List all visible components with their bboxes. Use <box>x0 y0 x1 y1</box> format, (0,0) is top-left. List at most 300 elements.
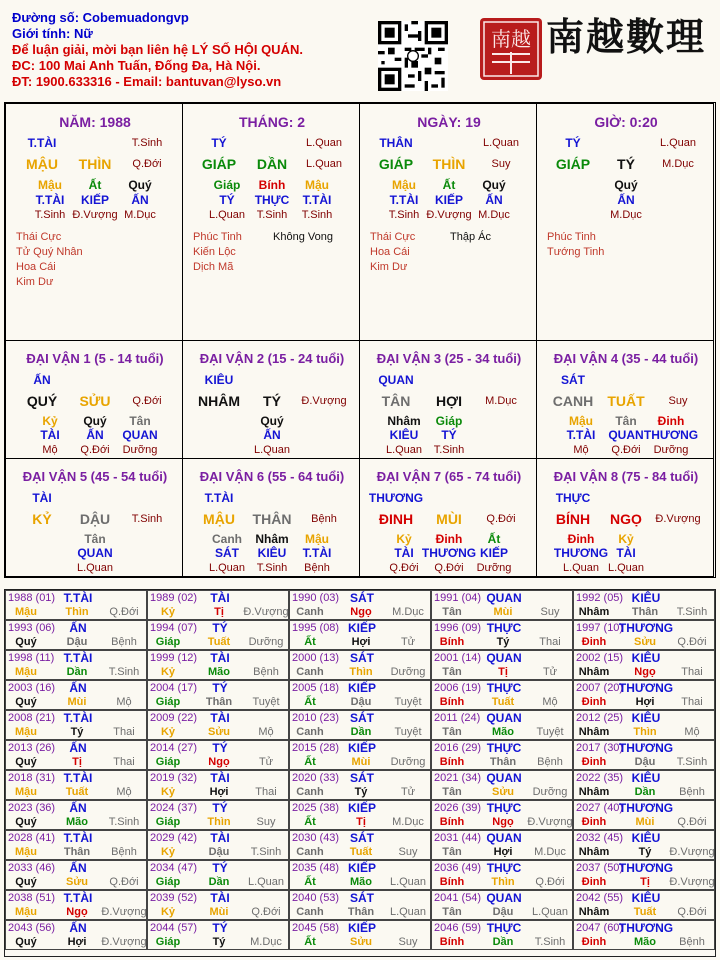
year-cell[interactable] <box>289 680 431 710</box>
year-label: 2033 (46) <box>8 862 56 874</box>
dv-hidden-god: THƯƠNG <box>553 546 609 560</box>
year-god: THƯƠNG <box>618 801 674 815</box>
year-cell[interactable] <box>147 860 289 890</box>
dv-hidden-state: L.Quan <box>208 562 246 574</box>
year-chi: Hợi <box>67 936 87 948</box>
qr-code-icon[interactable] <box>378 21 448 91</box>
year-cell[interactable] <box>147 710 289 740</box>
dai-van-can: CANH <box>552 393 594 409</box>
dai-van-chi-state: Suy <box>668 395 688 407</box>
brand-title: 南越數理 <box>546 14 707 59</box>
dv-hidden-state: Dưỡng <box>476 562 512 574</box>
year-god: ẤN <box>69 741 87 755</box>
year-label: 2034 (47) <box>150 862 198 874</box>
year-cell[interactable] <box>5 620 147 650</box>
year-chi: Mùi <box>635 816 655 828</box>
year-can: Quý <box>15 936 37 948</box>
year-can: Bính <box>439 756 465 768</box>
year-cell[interactable] <box>289 890 431 920</box>
dai-van-8 <box>536 458 714 577</box>
dv-hidden-god: TÀI <box>40 428 60 442</box>
hidden-can: Giáp <box>213 178 241 192</box>
dv-hidden-god: ẤN <box>263 428 281 442</box>
year-can: Kỷ <box>160 906 176 918</box>
year-god: THỰC <box>486 741 522 755</box>
year-god: TÝ <box>212 801 228 815</box>
year-cell[interactable] <box>289 860 431 890</box>
hidden-can: Quý <box>482 178 506 192</box>
year-chi: Tị <box>498 666 508 678</box>
year-state: Mộ <box>116 696 132 708</box>
year-state: Suy <box>540 606 560 618</box>
year-can: Tân <box>442 606 462 618</box>
year-can: Ất <box>304 696 316 708</box>
year-cell[interactable] <box>147 800 289 830</box>
year-god: KIẾP <box>347 741 377 755</box>
year-state: Q.Đới <box>535 876 565 888</box>
year-cell[interactable] <box>431 920 573 950</box>
year-cell[interactable] <box>431 680 573 710</box>
year-can: Tân <box>442 666 462 678</box>
hidden-god: T.TÀI <box>35 193 65 207</box>
dai-van-god: QUAN <box>378 373 414 387</box>
dai-van-chi-state: T.Sinh <box>131 513 163 525</box>
year-cell[interactable] <box>573 920 715 950</box>
year-cell[interactable] <box>431 800 573 830</box>
year-cell[interactable] <box>431 650 573 680</box>
year-chi: Mão <box>634 936 656 948</box>
year-can: Quý <box>15 876 37 888</box>
year-chi: Thìn <box>491 876 515 888</box>
dv-hidden-can: Tân <box>84 532 106 546</box>
dai-van-can: NHÂM <box>198 393 240 409</box>
star-item: Thái Cực <box>16 231 62 243</box>
contact-line: Để luận giải, mời bạn liên hệ LÝ SỐ HỘI QUÁN. <box>12 42 303 57</box>
pillar-can: GIÁP <box>201 156 237 172</box>
dv-hidden-state: L.Quan <box>385 444 423 456</box>
dai-van-title: ĐẠI VẬN 3 (25 - 34 tuổi) <box>376 351 522 366</box>
year-cell[interactable] <box>147 590 289 620</box>
year-god: SÁT <box>350 591 374 605</box>
year-state: T.Sinh <box>676 756 708 768</box>
year-cell[interactable] <box>147 620 289 650</box>
year-cell[interactable] <box>573 860 715 890</box>
year-label: 2026 (39) <box>434 802 482 814</box>
year-cell[interactable] <box>289 830 431 860</box>
year-can: Kỷ <box>160 786 176 798</box>
year-cell[interactable] <box>431 710 573 740</box>
year-state: Bệnh <box>679 936 705 948</box>
year-state: Đ.Vượng <box>243 606 289 618</box>
year-cell[interactable] <box>431 770 573 800</box>
year-chi: Sửu <box>349 936 373 948</box>
pillar-state: L.Quan <box>482 137 520 149</box>
year-label: 2005 (18) <box>292 682 340 694</box>
year-can: Đinh <box>581 876 607 888</box>
dv-hidden-state: Q.Đới <box>611 444 641 456</box>
hidden-can: Mậu <box>392 178 416 192</box>
pillar-title: GIỜ: 0:20 <box>594 114 658 130</box>
dai-van-chi: MÙI <box>436 511 462 527</box>
dai-van-chi-state: Q.Đới <box>486 513 516 525</box>
dv-hidden-god: THƯƠNG <box>421 546 477 560</box>
year-can: Mậu <box>15 606 37 618</box>
year-cell[interactable] <box>573 830 715 860</box>
year-god: TÝ <box>212 741 228 755</box>
stars-right <box>450 230 491 245</box>
year-state: Tuyệt <box>536 726 564 738</box>
year-state: Tử <box>400 636 416 648</box>
year-chi: Tuất <box>349 846 373 858</box>
dai-van-title: ĐẠI VẬN 4 (35 - 44 tuổi) <box>553 351 699 366</box>
year-can: Mậu <box>15 666 37 678</box>
pillar-chi: THÌN <box>432 156 466 172</box>
star-item: Thái Cực <box>370 231 416 243</box>
year-cell[interactable] <box>289 770 431 800</box>
dv-hidden-state: L.Quan <box>253 444 291 456</box>
year-cell[interactable] <box>573 620 715 650</box>
year-label: 1990 (03) <box>292 592 340 604</box>
pillar-2 <box>182 103 360 341</box>
year-cell[interactable] <box>5 710 147 740</box>
year-god: QUAN <box>486 771 522 785</box>
year-cell[interactable] <box>5 740 147 770</box>
year-cell[interactable] <box>147 920 289 950</box>
year-cell[interactable] <box>147 650 289 680</box>
dai-van-title: ĐẠI VẬN 5 (45 - 54 tuổi) <box>22 469 168 484</box>
hidden-state: L.Quan <box>208 209 246 221</box>
dv-hidden-can: Ất <box>487 532 501 546</box>
year-god: KIẾP <box>347 681 377 695</box>
year-cell[interactable] <box>5 800 147 830</box>
year-label: 2007 (20) <box>576 682 624 694</box>
dv-hidden-can: Đinh <box>657 414 685 428</box>
star-item: Kim Dư <box>370 261 408 273</box>
year-god: T.TÀI <box>63 771 93 785</box>
year-state: M.Dục <box>250 936 282 948</box>
year-label: 1993 (06) <box>8 622 56 634</box>
dv-hidden-state: Dưỡng <box>653 444 689 456</box>
dai-van-title: ĐẠI VẬN 6 (55 - 64 tuổi) <box>199 469 345 484</box>
pillar-chi-state: Q.Đới <box>132 158 162 170</box>
year-can: Ất <box>304 756 316 768</box>
pillar-chi-state: Suy <box>491 158 511 170</box>
year-chi: Sửu <box>633 636 657 648</box>
year-chi: Mão <box>208 666 230 678</box>
dai-van-title: ĐẠI VẬN 8 (75 - 84 tuổi) <box>553 469 699 484</box>
year-can: Đinh <box>581 636 607 648</box>
year-chi: Hợi <box>635 696 655 708</box>
year-cell[interactable] <box>5 920 147 950</box>
year-label: 2019 (32) <box>150 772 198 784</box>
dai-van-can: BÍNH <box>555 511 591 527</box>
year-label: 1988 (01) <box>8 592 56 604</box>
year-cell[interactable] <box>431 590 573 620</box>
year-label: 2000 (13) <box>292 652 340 664</box>
dai-van-can: TÂN <box>381 393 411 409</box>
dv-hidden-god: SÁT <box>215 546 239 560</box>
year-can: Ất <box>304 876 316 888</box>
year-god: KIẾP <box>347 621 377 635</box>
dv-hidden-can: Kỷ <box>42 414 58 428</box>
dai-van-god: T.TÀI <box>204 491 234 505</box>
year-label: 2027 (40) <box>576 802 624 814</box>
pillar-god: TÝ <box>211 136 227 150</box>
year-cell[interactable] <box>147 770 289 800</box>
year-can: Giáp <box>155 816 181 828</box>
year-god: T.TÀI <box>63 831 93 845</box>
year-cell[interactable] <box>573 710 715 740</box>
dv-hidden-state: Mộ <box>573 444 589 456</box>
year-god: THỰC <box>486 861 522 875</box>
year-cell[interactable] <box>5 890 147 920</box>
year-chi: Dần <box>208 876 230 888</box>
year-can: Kỷ <box>160 606 176 618</box>
year-cell[interactable] <box>147 680 289 710</box>
year-cell[interactable] <box>5 830 147 860</box>
pillar-can: GIÁP <box>555 156 591 172</box>
dai-van-chi: NGỌ <box>610 511 642 527</box>
hidden-can: Quý <box>614 178 638 192</box>
year-cell[interactable] <box>289 590 431 620</box>
hidden-god: ẤN <box>617 193 635 207</box>
dv-hidden-can: Quý <box>260 414 284 428</box>
year-label: 2041 (54) <box>434 892 482 904</box>
year-can: Quý <box>15 756 37 768</box>
year-can: Kỷ <box>160 666 176 678</box>
year-cell[interactable] <box>289 620 431 650</box>
year-cell[interactable] <box>573 800 715 830</box>
year-label: 2010 (23) <box>292 712 340 724</box>
year-god: TÀI <box>210 591 230 605</box>
year-can: Tân <box>442 786 462 798</box>
year-can: Ất <box>304 636 316 648</box>
dv-hidden-state: Q.Đới <box>389 562 419 574</box>
year-can: Ất <box>304 936 316 948</box>
year-can: Nhâm <box>578 846 610 858</box>
year-chi: Dậu <box>634 756 656 768</box>
dai-van-god: THỰC <box>555 491 591 505</box>
year-god: SÁT <box>350 831 374 845</box>
year-cell[interactable] <box>5 680 147 710</box>
year-state: T.Sinh <box>250 846 282 858</box>
hidden-can: Ất <box>88 178 102 192</box>
year-chi: Dần <box>634 786 656 798</box>
dai-van-chi-state: Đ.Vượng <box>301 395 347 407</box>
year-cell[interactable] <box>289 800 431 830</box>
gioi-tinh: Giới tính: Nữ <box>12 26 93 41</box>
hidden-god: KIẾP <box>80 193 110 207</box>
year-cell[interactable] <box>5 590 147 620</box>
year-state: Suy <box>256 816 276 828</box>
year-label: 2046 (59) <box>434 922 482 934</box>
year-can: Đinh <box>581 936 607 948</box>
year-label: 2024 (37) <box>150 802 198 814</box>
dai-van-can: MẬU <box>203 511 235 527</box>
year-god: THỰC <box>486 921 522 935</box>
year-god: QUAN <box>486 891 522 905</box>
year-state: T.Sinh <box>108 666 140 678</box>
year-label: 2006 (19) <box>434 682 482 694</box>
dai-van-1 <box>5 340 183 459</box>
pillar-god: THÂN <box>379 136 413 150</box>
pillar-can: GIÁP <box>378 156 414 172</box>
dai-van-god: THƯƠNG <box>368 491 424 505</box>
year-label: 1994 (07) <box>150 622 198 634</box>
year-state: Đ.Vượng <box>101 906 147 918</box>
year-state: Dưỡng <box>532 786 568 798</box>
year-cell[interactable] <box>147 890 289 920</box>
star-item: Hoa Cái <box>16 261 56 273</box>
year-god: THƯƠNG <box>618 681 674 695</box>
year-chi: Tý <box>354 786 368 798</box>
year-state: M.Dục <box>534 846 566 858</box>
year-cell[interactable] <box>289 740 431 770</box>
year-state: Bệnh <box>111 636 137 648</box>
year-can: Giáp <box>155 636 181 648</box>
dv-hidden-can: Đinh <box>435 532 463 546</box>
dv-hidden-state: Mộ <box>42 444 58 456</box>
year-can: Bính <box>439 936 465 948</box>
hidden-god: ẤN <box>485 193 503 207</box>
hidden-state: T.Sinh <box>301 209 333 221</box>
year-chi: Thìn <box>349 666 373 678</box>
year-god: THƯƠNG <box>618 741 674 755</box>
year-label: 2012 (25) <box>576 712 624 724</box>
star-item: Tướng Tinh <box>547 246 605 258</box>
dai-van-7 <box>359 458 537 577</box>
year-cell[interactable] <box>431 620 573 650</box>
star-item: Kim Dư <box>16 276 54 288</box>
year-chi: Tuất <box>207 636 231 648</box>
pillar-title: THÁNG: 2 <box>238 114 306 130</box>
year-cell[interactable] <box>573 590 715 620</box>
year-god: KIẾP <box>347 801 377 815</box>
year-cell[interactable] <box>573 770 715 800</box>
year-cell[interactable] <box>431 890 573 920</box>
year-chi: Sửu <box>491 786 515 798</box>
year-can: Giáp <box>155 756 181 768</box>
year-chi: Tuất <box>65 786 89 798</box>
year-label: 2020 (33) <box>292 772 340 784</box>
year-state: L.Quan <box>247 876 285 888</box>
year-cell[interactable] <box>573 890 715 920</box>
phone-email-line: ĐT: 1900.633316 - Email: bantuvan@lyso.vn <box>12 74 282 89</box>
year-label: 2043 (56) <box>8 922 56 934</box>
hidden-god: TÝ <box>219 193 235 207</box>
year-god: QUAN <box>486 651 522 665</box>
year-state: Dưỡng <box>390 666 426 678</box>
year-cell[interactable] <box>289 650 431 680</box>
dv-hidden-can: Nhâm <box>255 532 289 546</box>
year-cell[interactable] <box>573 740 715 770</box>
year-can: Nhâm <box>578 606 610 618</box>
year-state: T.Sinh <box>676 606 708 618</box>
year-state: Tuyệt <box>394 696 422 708</box>
seal-text: 南越 <box>491 27 531 51</box>
year-cell[interactable] <box>147 740 289 770</box>
year-god: THƯƠNG <box>618 861 674 875</box>
year-can: Mậu <box>15 906 37 918</box>
year-god: KIÊU <box>631 591 661 605</box>
dv-hidden-god: TÀI <box>616 546 636 560</box>
year-chi: Mùi <box>209 906 229 918</box>
year-can: Kỷ <box>160 846 176 858</box>
year-state: Dưỡng <box>248 636 284 648</box>
year-god: KIÊU <box>631 831 661 845</box>
year-chi: Thìn <box>207 816 231 828</box>
year-god: ẤN <box>69 621 87 635</box>
year-label: 1989 (02) <box>150 592 198 604</box>
year-cell[interactable] <box>147 830 289 860</box>
year-state: Đ.Vượng <box>669 846 715 858</box>
year-god: TÀI <box>210 711 230 725</box>
year-cell[interactable] <box>5 650 147 680</box>
dv-hidden-state: L.Quan <box>76 562 114 574</box>
year-label: 2017 (30) <box>576 742 624 754</box>
dai-van-title: ĐẠI VẬN 2 (15 - 24 tuổi) <box>199 351 345 366</box>
year-cell[interactable] <box>289 710 431 740</box>
dai-van-chi: SỬU <box>79 393 111 409</box>
year-cell[interactable] <box>573 650 715 680</box>
hidden-state: M.Dục <box>124 209 156 221</box>
year-cell[interactable] <box>431 860 573 890</box>
year-cell[interactable] <box>289 920 431 950</box>
year-god: SÁT <box>350 711 374 725</box>
address-line: ĐC: 100 Mai Anh Tuấn, Đống Đa, Hà Nội. <box>12 58 261 73</box>
year-cell[interactable] <box>431 830 573 860</box>
stars-left <box>370 230 415 275</box>
year-label: 2032 (45) <box>576 832 624 844</box>
year-god: ẤN <box>69 681 87 695</box>
year-can: Nhâm <box>578 666 610 678</box>
dv-hidden-state: T.Sinh <box>256 562 288 574</box>
pillar-chi: TÝ <box>617 156 635 172</box>
year-chi: Mùi <box>351 756 371 768</box>
year-label: 1998 (11) <box>8 652 55 664</box>
year-cell[interactable] <box>5 860 147 890</box>
pillar-4 <box>536 103 714 341</box>
hidden-god: THỰC <box>254 193 290 207</box>
year-can: Nhâm <box>578 726 610 738</box>
year-cell[interactable] <box>431 740 573 770</box>
year-state: L.Quan <box>531 906 569 918</box>
year-god: ẤN <box>69 801 87 815</box>
year-can: Mậu <box>15 726 37 738</box>
dv-hidden-state: L.Quan <box>562 562 600 574</box>
year-chi: Dần <box>350 726 372 738</box>
year-state: Q.Đới <box>677 816 707 828</box>
year-chi: Sửu <box>207 726 231 738</box>
dv-hidden-state: Bệnh <box>304 562 330 574</box>
year-state: Thai <box>113 726 135 738</box>
year-state: Thai <box>539 636 561 648</box>
year-state: Thai <box>681 696 703 708</box>
year-can: Nhâm <box>578 906 610 918</box>
year-chi: Mùi <box>67 696 87 708</box>
year-label: 2022 (35) <box>576 772 624 784</box>
year-label: 2025 (38) <box>292 802 340 814</box>
year-cell[interactable] <box>5 770 147 800</box>
year-label: 2004 (17) <box>150 682 198 694</box>
year-state: Tuyệt <box>252 696 280 708</box>
year-chi: Ngọ <box>208 756 230 768</box>
dai-van-chi-state: Đ.Vượng <box>655 513 701 525</box>
year-state: Thai <box>255 786 277 798</box>
year-chi: Mùi <box>493 606 513 618</box>
year-cell[interactable] <box>573 680 715 710</box>
year-label: 2021 (34) <box>434 772 482 784</box>
